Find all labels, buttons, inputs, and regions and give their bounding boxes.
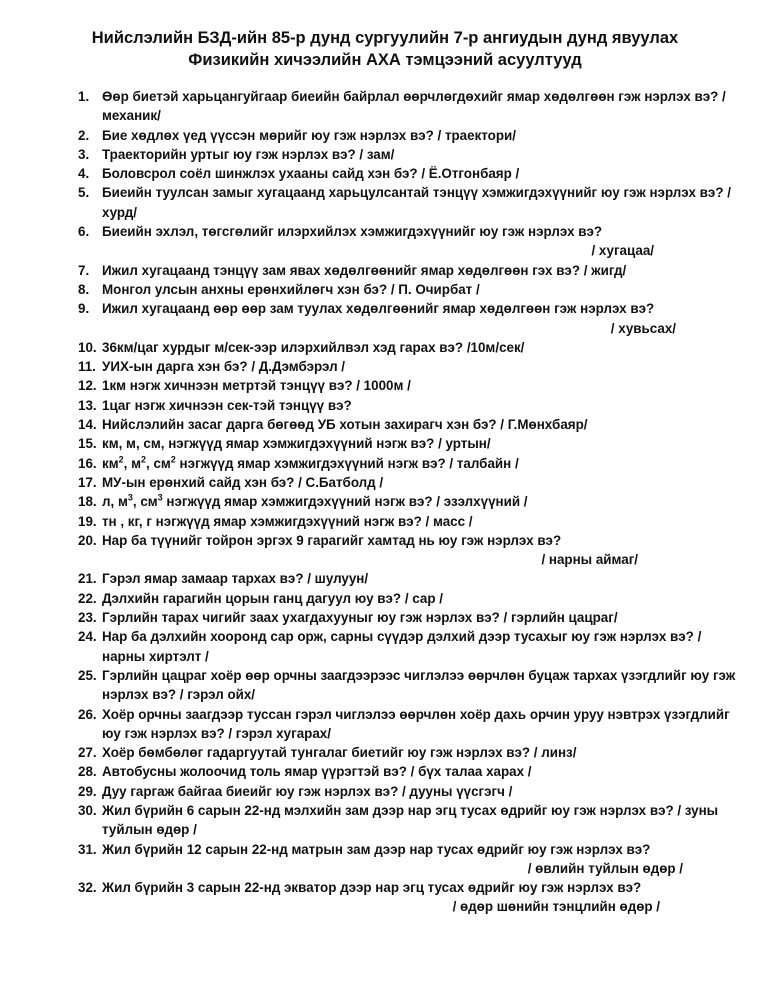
question-number: 8. — [78, 281, 90, 297]
question-text: Хоёр орчны заагдээр туссан гэрэл чиглэлээ өөрчлөн хоёр дахь орчин уруу нэвтрэх үзэгдлийг юу гэж нэрлэх вэ? / гэрэл хугарах/ — [102, 706, 730, 741]
question-item — [78, 473, 738, 492]
exponent: 2 — [170, 454, 176, 465]
question-item — [78, 705, 738, 744]
question-text: Хоёр бөмбөлөг гадаргуутай тунгалаг биетийг юу гэж нэрлэх вэ? / линз/ — [102, 745, 577, 761]
question-number: 10. — [78, 339, 97, 355]
question-answer: / хувьсах/ — [610, 320, 676, 336]
question-number: 28. — [78, 764, 97, 780]
question-number: 4. — [78, 166, 90, 182]
question-item — [78, 338, 738, 357]
unit-cm: , см — [146, 455, 171, 471]
question-number: 31. — [78, 841, 97, 857]
question-item — [78, 145, 738, 164]
question-number: 11. — [78, 359, 96, 375]
question-item — [78, 454, 738, 473]
question-text: Гэрэл ямар замаар тархах вэ? / шулуун/ — [102, 571, 369, 587]
question-number: 27. — [78, 745, 97, 761]
question-number: 6. — [78, 224, 90, 240]
question-text: Траекторийн уртыг юу гэж нэрлэх вэ? / зам/ — [102, 146, 395, 162]
question-item — [78, 531, 738, 570]
exponent: 2 — [140, 454, 146, 465]
question-rest: нэгжүүд ямар хэмжигдэхүүний нэгж вэ? / эзэлхүүний / — [162, 494, 528, 510]
question-item — [78, 357, 738, 376]
question-text: Биеийн туулсан замыг хугацаанд харьцулсантай тэнцүү хэмжигдэхүүнийг юу гэж нэрлэх вэ? / хурд/ — [102, 185, 731, 220]
question-item — [78, 589, 738, 608]
question-number: 3. — [78, 146, 90, 162]
question-item — [78, 126, 738, 145]
question-number: 2. — [78, 127, 90, 143]
question-text: Гэрлийн цацраг хоёр өөр орчны заагдээрээс чиглэлээ өөрчлөн буцаж тархах үзэгдлийг юу гэж нэрлэх вэ? / гэрэл ойх/ — [102, 667, 736, 703]
question-item — [78, 492, 738, 511]
question-number: 15. — [78, 436, 97, 452]
question-text: Нар ба түүнийг тойрон эргэх 9 гарагийг хамтад нь юу гэж нэрлэх вэ? — [102, 532, 562, 548]
exponent: 2 — [118, 454, 124, 465]
question-number: 13. — [78, 397, 97, 413]
question-item — [78, 261, 738, 280]
question-text: 36км/цаг хурдыг м/сек-ээр илэрхийлвэл хэд гарах вэ? /10м/сек/ — [102, 339, 525, 355]
question-item — [78, 569, 738, 588]
question-number: 16. — [78, 455, 97, 471]
question-text: Жил бүрийн 6 сарын 22-нд мэлхийн зам дээр нар эгц тусах өдрийг юу гэж нэрлэх вэ? / зуны туйлын өдөр / — [102, 802, 719, 838]
question-number: 23. — [78, 610, 97, 626]
question-text: Нийслэлийн засаг дарга бөгөөд УБ хотын захирагч хэн бэ? / Г.Мөнхбаяр/ — [102, 417, 588, 433]
question-item — [78, 801, 738, 840]
question-number: 26. — [78, 706, 97, 722]
question-item — [78, 280, 738, 299]
question-number: 19. — [78, 513, 97, 529]
question-text: МУ-ын ерөнхий сайд хэн бэ? / С.Батболд / — [102, 474, 384, 490]
question-text: Дэлхийн гарагийн цорын ганц дагуул юу вэ? / сар / — [102, 590, 443, 606]
question-item — [78, 87, 738, 126]
question-text: Монгол улсын анхны ерөнхийлөгч хэн бэ? / П. Очирбат / — [102, 281, 480, 297]
question-number: 18. — [78, 494, 97, 510]
question-item — [78, 434, 738, 453]
question-number: 1. — [78, 89, 90, 104]
question-text: Автобусны жолоочид толь ямар үүрэгтэй вэ? / бүх талаа харах / — [102, 764, 532, 780]
question-text: тн , кг, г нэгжүүд ямар хэмжигдэхүүний нэгж вэ? / масс / — [102, 513, 473, 529]
unit-l-m: л, м — [102, 494, 128, 510]
question-number: 7. — [78, 262, 90, 278]
question-item — [78, 396, 738, 415]
question-answer: / өвлийн туйлын өдөр / — [527, 860, 683, 876]
question-item — [78, 164, 738, 183]
question-text: Бие хөдлөх үед үүссэн мөрийг юу гэж нэрлэх вэ? / траектори/ — [102, 127, 516, 143]
question-number: 12. — [78, 378, 97, 394]
question-list — [78, 87, 738, 917]
question-text: Боловсрол соёл шинжлэх ухааны сайд хэн бэ? / Ё.Отгонбаяр / — [102, 166, 520, 182]
question-number: 30. — [78, 802, 97, 818]
question-item — [78, 376, 738, 395]
unit-m: , м — [123, 455, 141, 471]
question-number: 29. — [78, 783, 97, 799]
question-text: Өөр биетэй харьцангуйгаар биеийн байрлал өөрчлөгдөхийг ямар хөдөлгөөн гэж нэрлэх вэ? / механик/ — [102, 89, 726, 124]
question-answer: / хугацаа/ — [591, 243, 654, 259]
question-answer: / нарны аймаг/ — [541, 552, 638, 568]
question-item — [78, 299, 738, 338]
question-text: Биеийн эхлэл, төгсгөлийг илэрхийлэх хэмжигдэхүүнийг юу гэж нэрлэх вэ? — [102, 224, 603, 240]
question-text: Дуу гаргаж байгаа биеийг юу гэж нэрлэх вэ? / дууны үүсгэгч / — [102, 783, 513, 799]
question-text: УИХ-ын дарга хэн бэ? / Д.Дэмбэрэл / — [102, 359, 346, 375]
question-rest: нэгжүүд ямар хэмжигдэхүүний нэгж вэ? / талбайн / — [175, 455, 519, 471]
question-number: 5. — [78, 185, 90, 201]
question-number: 9. — [78, 301, 90, 317]
question-item — [78, 840, 738, 879]
question-item — [78, 608, 738, 627]
question-text — [102, 492, 738, 511]
unit-cm: , см — [132, 494, 158, 510]
question-text: 1цаг нэгж хичнээн сек-тэй тэнцүү вэ? — [102, 397, 352, 413]
question-text: Ижил хугацаанд өөр өөр зам туулах хөдөлгөөнийг ямар хөдөлгөөн гэж нэрлэх вэ? — [102, 301, 655, 317]
question-text: Жил бүрийн 3 сарын 22-нд экватор дээр нар эгц тусах өдрийг юу гэж нэрлэх вэ? — [102, 880, 642, 896]
question-number: 24. — [78, 629, 97, 645]
question-item — [78, 782, 738, 801]
document-title-line-2: Физикийн хичээлийн АХА тэмцээний асуултууд — [188, 51, 582, 69]
question-item — [78, 666, 738, 705]
question-number: 25. — [78, 667, 97, 683]
unit-km: км — [102, 455, 119, 471]
exponent: 3 — [127, 492, 133, 503]
question-number: 22. — [78, 590, 97, 606]
question-text: Нар ба дэлхийн хооронд сар орж, сарны сүүдэр дэлхий дээр тусахыг юу гэж нэрлэх вэ? / нарны хиртэлт / — [102, 629, 702, 664]
question-text: Жил бүрийн 12 сарын 22-нд матрын зам дээр нар тусах өдрийг юу гэж нэрлэх вэ? — [102, 841, 651, 857]
question-item — [78, 222, 738, 261]
question-text: км, м, см, нэгжүүд ямар хэмжигдэхүүний нэгж вэ? / уртын/ — [102, 436, 491, 452]
question-number: 17. — [78, 474, 97, 490]
question-text: Гэрлийн тарах чигийг заах ухагдахууныг юу гэж нэрлэх вэ? / гэрлийн цацраг/ — [102, 610, 618, 626]
question-text — [102, 454, 738, 473]
question-item — [78, 627, 738, 666]
question-number: 32. — [78, 880, 97, 896]
exponent: 3 — [157, 492, 163, 503]
question-item — [78, 183, 738, 222]
question-text: Ижил хугацаанд тэнцүү зам явах хөдөлгөөнийг ямар хөдөлгөөн гэх вэ? / жигд/ — [102, 262, 627, 278]
question-number: 20. — [78, 532, 97, 548]
question-item — [78, 878, 738, 917]
question-item — [78, 762, 738, 781]
question-item — [78, 415, 738, 434]
question-text: 1км нэгж хичнээн метртэй тэнцүү вэ? / 1000м / — [102, 378, 411, 394]
question-answer: / өдөр шөнийн тэнцлийн өдөр / — [452, 899, 660, 915]
question-item — [78, 743, 738, 762]
question-number: 14. — [78, 417, 97, 433]
question-number: 21. — [78, 571, 97, 587]
document-title-line-1: Нийслэлийн БЗД-ийн 85-р дунд сургуулийн 7-р ангиудын дунд явуулах — [91, 29, 679, 47]
question-item — [78, 512, 738, 531]
